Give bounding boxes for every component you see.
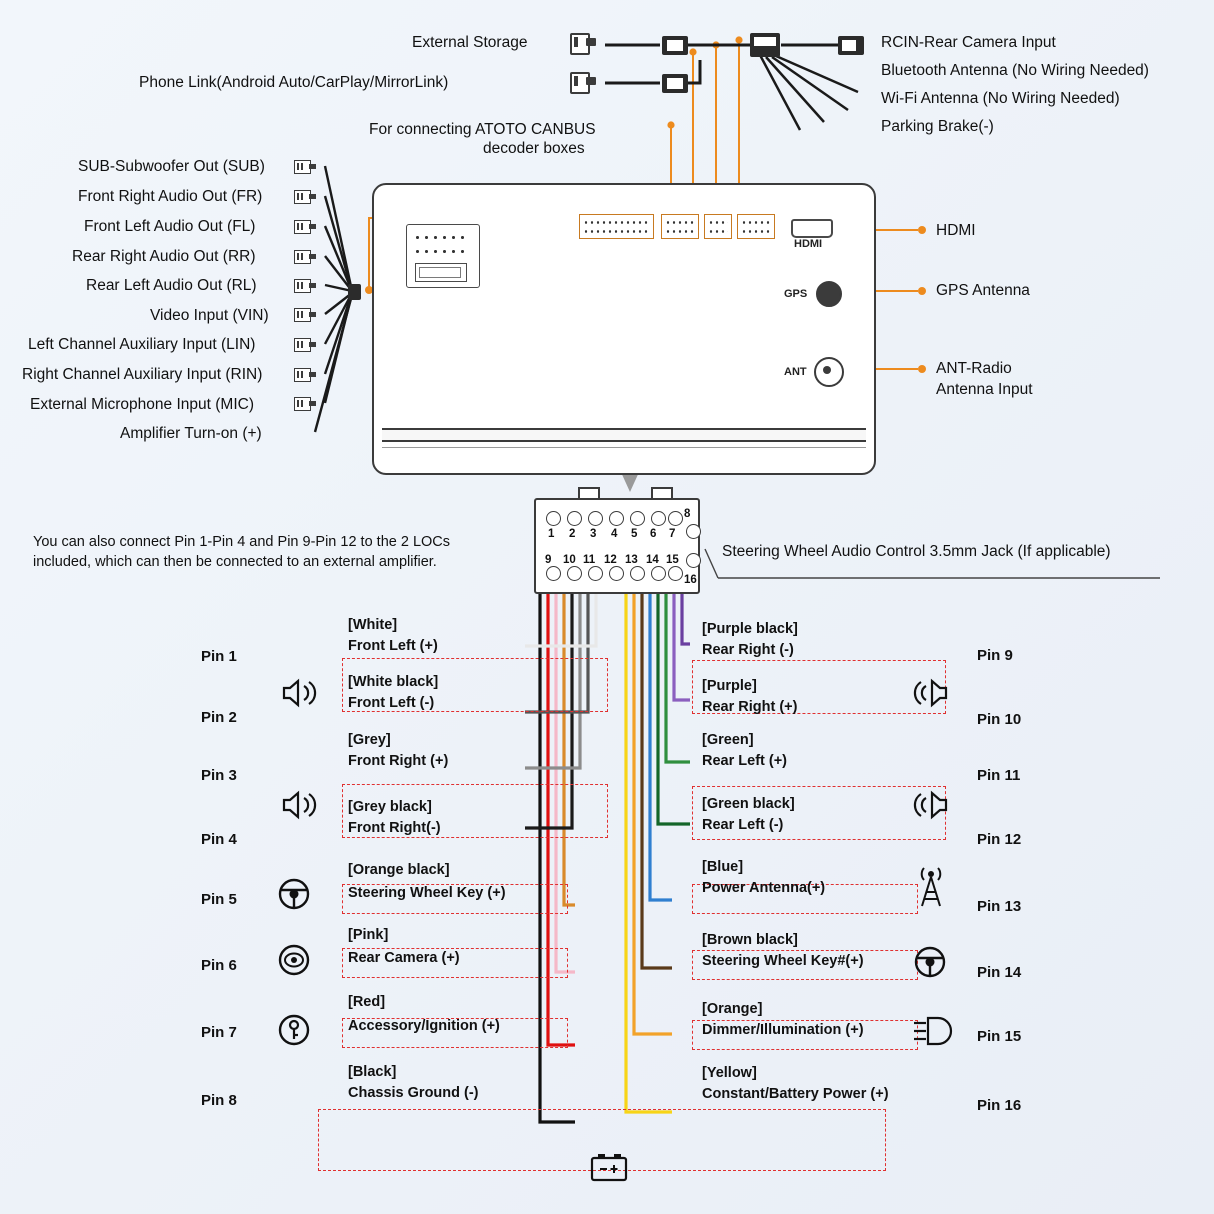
connector-pin-number: 10 <box>563 554 576 566</box>
wire-function-12: Rear Left (-) <box>702 817 784 833</box>
wire-color-3: [Grey] <box>348 732 391 748</box>
left-label-amp-turnon: Amplifier Turn-on (+) <box>120 425 262 442</box>
right-label-ant-2: Antenna Input <box>936 381 1033 398</box>
connector-pin-number: 5 <box>631 528 638 540</box>
pin-label-7: Pin 7 <box>201 1024 237 1041</box>
canbus-socket-4 <box>737 214 775 239</box>
rca-plug-rl <box>294 279 316 291</box>
connector-pin-number: 8 <box>684 508 691 520</box>
iso-connector-block <box>406 224 480 288</box>
usb-plug-phone-icon <box>570 72 600 90</box>
pin-label-6: Pin 6 <box>201 957 237 974</box>
right-label-hdmi: HDMI <box>936 222 976 239</box>
connector-pin-number: 6 <box>650 528 657 540</box>
pin-label-5: Pin 5 <box>201 891 237 908</box>
wire-function-10: Rear Right (+) <box>702 699 798 715</box>
rca-plug-fr <box>294 190 316 202</box>
wire-color-15: [Orange] <box>702 1001 763 1017</box>
rcin-plug <box>838 36 864 55</box>
pin-label-9: Pin 9 <box>977 647 1013 664</box>
connector-pin-number: 12 <box>604 554 617 566</box>
wire-function-14: Steering Wheel Key#(+) <box>702 953 864 969</box>
wire-color-4: [Grey black] <box>348 799 432 815</box>
key-icon <box>276 1012 312 1048</box>
pin-label-10: Pin 10 <box>977 711 1022 728</box>
wire-function-13: Power Antenna(+) <box>702 880 826 896</box>
top-label-external-storage: External Storage <box>412 34 528 51</box>
top-label-canbus-1: For connecting ATOTO CANBUS <box>369 121 596 138</box>
wire-color-14: [Brown black] <box>702 932 798 948</box>
wire-color-10: [Purple] <box>702 678 757 694</box>
headlight-icon <box>912 1014 956 1048</box>
pin-label-15: Pin 15 <box>977 1028 1022 1045</box>
wire-color-11: [Green] <box>702 732 754 748</box>
pin-label-12: Pin 12 <box>977 831 1022 848</box>
left-label-sub: SUB-Subwoofer Out (SUB) <box>78 158 265 175</box>
wire-function-16: Constant/Battery Power (+) <box>702 1086 889 1102</box>
hdmi-port <box>791 219 833 238</box>
top-label-rcin: RCIN-Rear Camera Input <box>881 34 1056 51</box>
connector-pin-number: 4 <box>611 528 618 540</box>
wire-color-13: [Blue] <box>702 859 744 875</box>
connector-pin-number: 11 <box>583 554 596 566</box>
top-label-canbus-2: decoder boxes <box>483 140 585 157</box>
left-label-rr: Rear Right Audio Out (RR) <box>72 248 256 265</box>
wire-color-9: [Purple black] <box>702 621 798 637</box>
left-label-vin: Video Input (VIN) <box>150 307 269 324</box>
pin-label-1: Pin 1 <box>201 648 237 665</box>
top-label-wifi: Wi-Fi Antenna (No Wiring Needed) <box>881 90 1120 107</box>
speaker-icon <box>278 788 318 822</box>
wire-function-15: Dimmer/Illumination (+) <box>702 1022 864 1038</box>
rca-plug-rin <box>294 368 316 380</box>
wire-color-6: [Pink] <box>348 927 389 943</box>
usb-socket-storage <box>662 36 688 55</box>
wire-function-5: Steering Wheel Key (+) <box>348 885 506 901</box>
wire-function-2: Front Left (-) <box>348 695 435 711</box>
canbus-socket-3 <box>704 214 732 239</box>
wire-color-1: [White] <box>348 617 398 633</box>
pin-label-13: Pin 13 <box>977 898 1022 915</box>
left-label-mic: External Microphone Input (MIC) <box>30 396 254 413</box>
battery-icon <box>588 1150 630 1184</box>
wire-color-7: [Red] <box>348 994 386 1010</box>
unit-bottom-line <box>382 447 866 448</box>
connector-pin-number: 13 <box>625 554 638 566</box>
left-label-lin: Left Channel Auxiliary Input (LIN) <box>28 336 256 353</box>
canbus-socket-1 <box>579 214 654 239</box>
wire-function-11: Rear Left (+) <box>702 753 788 769</box>
right-label-gps: GPS Antenna <box>936 282 1030 299</box>
rca-plug-sub <box>294 160 316 172</box>
gps-port <box>816 281 842 307</box>
rca-plug-vin <box>294 308 316 320</box>
connector-pin-number: 15 <box>666 554 679 566</box>
top-label-phone-link: Phone Link(Android Auto/CarPlay/MirrorLink) <box>139 74 449 91</box>
left-label-fl: Front Left Audio Out (FL) <box>84 218 256 235</box>
antenna-icon <box>908 862 954 910</box>
speaker-icon <box>278 676 318 710</box>
camera-icon <box>276 942 312 978</box>
harness-trunk <box>348 284 361 300</box>
swc-jack-note: Steering Wheel Audio Control 3.5mm Jack (If applicable) <box>722 543 1111 560</box>
wire-function-8: Chassis Ground (-) <box>348 1085 479 1101</box>
connector-pin-number: 16 <box>684 574 697 586</box>
left-label-rin: Right Channel Auxiliary Input (RIN) <box>22 366 263 383</box>
pin-label-2: Pin 2 <box>201 709 237 726</box>
usb-plug-storage-icon <box>570 33 600 51</box>
loc-note-line-1: You can also connect Pin 1-Pin 4 and Pin 9-Pin 12 to the 2 LOCs <box>33 534 451 550</box>
wire-function-1: Front Left (+) <box>348 638 438 654</box>
connector-pin-number: 1 <box>548 528 555 540</box>
gps-port-label: GPS <box>784 288 808 300</box>
wire-function-7: Accessory/Ignition (+) <box>348 1018 500 1034</box>
canbus-socket-2 <box>661 214 699 239</box>
left-label-fr: Front Right Audio Out (FR) <box>78 188 263 205</box>
rca-plug-rr <box>294 250 316 262</box>
ant-port-label: ANT <box>784 366 807 378</box>
rcin-connector-block <box>750 33 780 57</box>
pin-label-8: Pin 8 <box>201 1092 237 1109</box>
pin-label-3: Pin 3 <box>201 767 237 784</box>
wire-color-5: [Orange black] <box>348 862 450 878</box>
unit-front-trim <box>382 428 866 442</box>
rca-plug-lin <box>294 338 316 350</box>
rca-plug-mic <box>294 397 316 409</box>
pin-label-4: Pin 4 <box>201 831 237 848</box>
wire-color-16: [Yellow] <box>702 1065 757 1081</box>
pin-label-16: Pin 16 <box>977 1097 1022 1114</box>
connector-pin-number: 9 <box>545 554 552 566</box>
wire-color-12: [Green black] <box>702 796 795 812</box>
wire-function-4: Front Right(-) <box>348 820 441 836</box>
wire-color-8: [Black] <box>348 1064 397 1080</box>
speaker-icon <box>912 788 952 822</box>
wire-function-3: Front Right (+) <box>348 753 449 769</box>
connector-pin-number: 7 <box>669 528 676 540</box>
top-label-bluetooth: Bluetooth Antenna (No Wiring Needed) <box>881 62 1149 79</box>
head-unit-body <box>372 183 876 475</box>
left-label-rl: Rear Left Audio Out (RL) <box>86 277 257 294</box>
loc-note-line-2: included, which can then be connected to an external amplifier. <box>33 554 437 570</box>
wire-color-2: [White black] <box>348 674 439 690</box>
wire-function-6: Rear Camera (+) <box>348 950 460 966</box>
pin-label-11: Pin 11 <box>977 767 1021 784</box>
hdmi-port-label: HDMI <box>794 238 823 250</box>
speaker-icon <box>912 676 952 710</box>
connector-pin-number: 14 <box>646 554 659 566</box>
connector-pin-number: 3 <box>590 528 597 540</box>
top-label-parking-brake: Parking Brake(-) <box>881 118 994 135</box>
right-label-ant-1: ANT-Radio <box>936 360 1012 377</box>
rca-plug-fl <box>294 220 316 232</box>
pin-label-14: Pin 14 <box>977 964 1022 981</box>
steering-wheel-icon <box>276 876 312 912</box>
connector-pin-number: 2 <box>569 528 576 540</box>
steering-wheel-icon <box>912 944 948 980</box>
wire-function-9: Rear Right (-) <box>702 642 794 658</box>
ant-port <box>814 357 844 387</box>
usb-socket-phone <box>662 74 688 93</box>
